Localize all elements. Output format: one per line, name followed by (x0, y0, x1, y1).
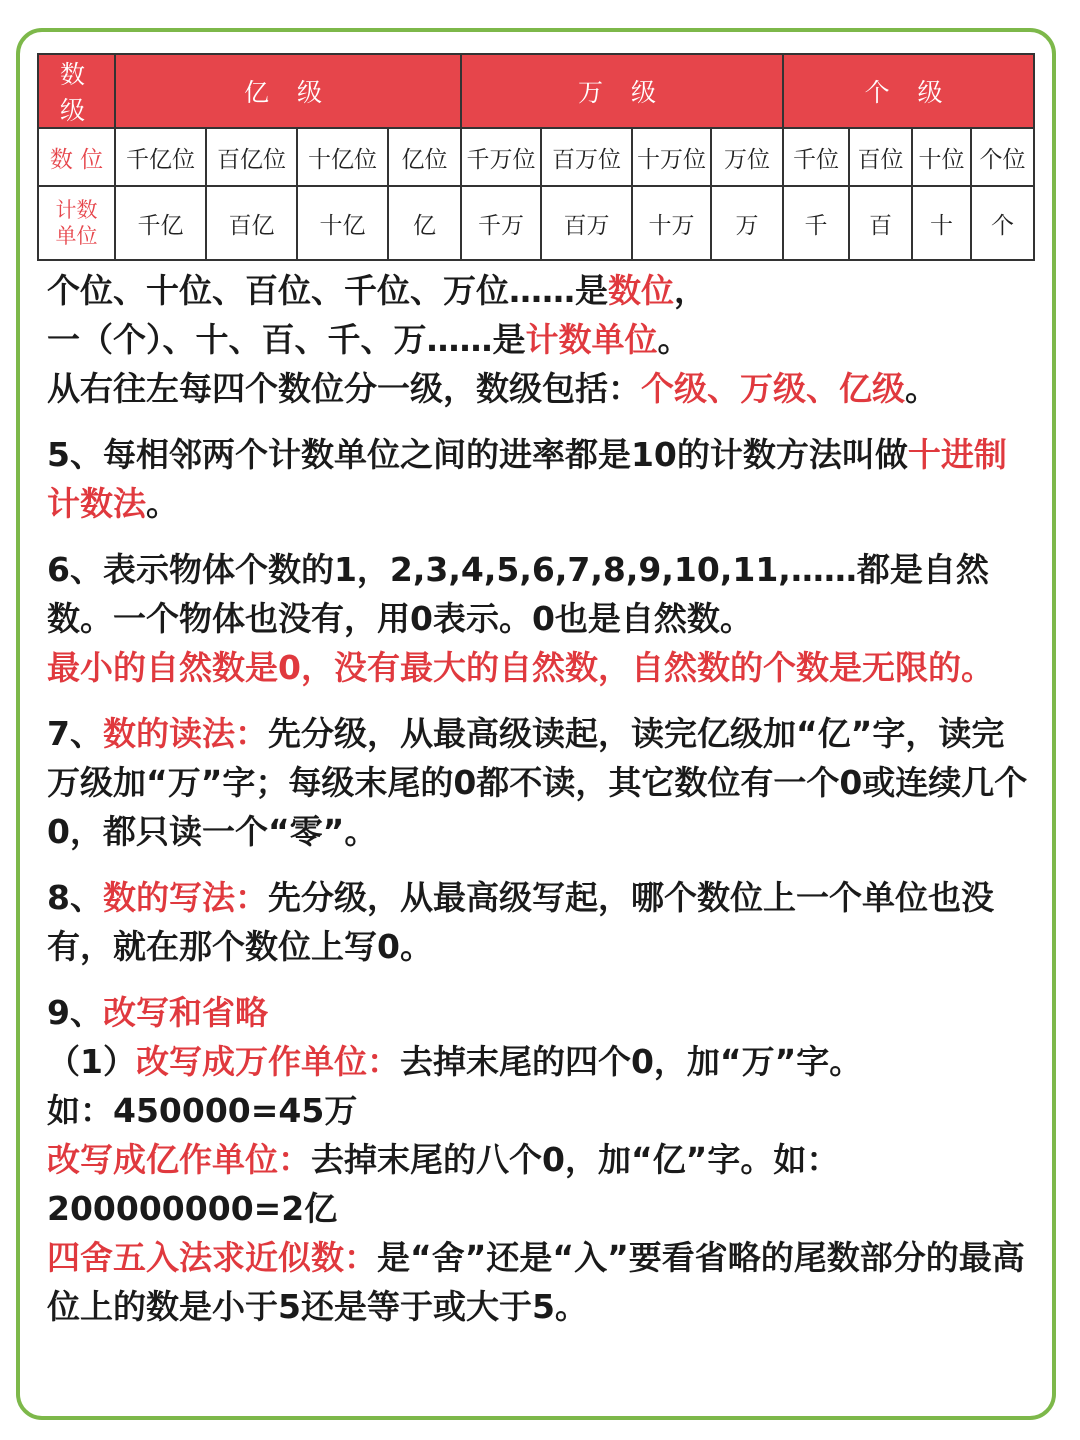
places-row (38, 128, 1034, 186)
text: 200000000=2亿 (47, 1189, 338, 1228)
text: ， (674, 271, 707, 310)
paragraph-8 (47, 873, 1032, 971)
unit-cell: 万 (711, 186, 783, 260)
highlight: 个级、万级、亿级 (641, 369, 905, 408)
units-label-line2: 单位 (55, 224, 98, 248)
highlight: 改写和省略 (102, 993, 268, 1032)
unit-cell: 亿 (388, 186, 461, 260)
paragraph-9 (47, 988, 1032, 1331)
highlight: 数的读法： (102, 714, 268, 753)
highlight: 四舍五入法求近似数： (47, 1238, 377, 1277)
level-wan: 万 级 (461, 54, 783, 128)
text: 9、 (47, 993, 103, 1032)
units-label-line1: 计数 (55, 198, 98, 222)
place-cell: 百位 (849, 128, 912, 186)
unit-cell: 百 (849, 186, 912, 260)
levels-row (38, 54, 1034, 128)
highlight: 计数单位 (525, 320, 658, 359)
highlight: 数位 (608, 271, 674, 310)
text: 5、每相邻两个计数单位之间的进率都是10的计数方法叫做 (47, 435, 908, 474)
place-cell: 千亿位 (115, 128, 206, 186)
units-label (38, 186, 115, 260)
notes-content (47, 266, 1032, 1348)
unit-cell: 十万 (632, 186, 711, 260)
text: 一（个）、十、百、千、万……是 (47, 320, 526, 359)
text: 6、表示物体个数的1，2,3,4,5,6,7,8,9,10,11,……都是自然数。一个物体也没有，用0表示。0也是自然数。 (47, 550, 989, 638)
paragraph-5 (47, 430, 1032, 528)
place-cell: 万位 (711, 128, 783, 186)
highlight: 数的写法： (102, 878, 268, 917)
place-cell: 亿位 (388, 128, 461, 186)
place-cell: 百万位 (541, 128, 632, 186)
paragraph-6 (47, 545, 1032, 692)
unit-cell: 百亿 (206, 186, 297, 260)
unit-cell: 千万 (461, 186, 541, 260)
unit-cell: 个 (971, 186, 1034, 260)
text: 。 (905, 369, 938, 408)
text: 如：450000=45万 (47, 1091, 358, 1130)
unit-cell: 十亿 (297, 186, 388, 260)
place-value-table (37, 53, 1035, 261)
place-cell: 十万位 (632, 128, 711, 186)
place-cell: 百亿位 (206, 128, 297, 186)
unit-cell: 百万 (541, 186, 632, 260)
text: 去掉末尾的四个0，加“万”字。 (399, 1042, 863, 1081)
place-cell: 十位 (912, 128, 971, 186)
text: 。 (657, 320, 691, 359)
text: （1） (47, 1042, 136, 1081)
unit-cell: 千亿 (115, 186, 206, 260)
levels-label: 数 级 (38, 54, 115, 128)
unit-cell: 十 (912, 186, 971, 260)
text: 先分级，从最高级写起，哪个数位上一个单位也没有，就在那个数位上写0。 (47, 878, 994, 966)
text: 。 (146, 484, 179, 523)
place-cell: 千位 (783, 128, 849, 186)
highlight: 最小的自然数是0，没有最大的自然数，自然数的个数是无限的。 (47, 648, 994, 687)
text: 8、 (47, 878, 103, 917)
highlight: 十进制计数法 (47, 435, 1007, 523)
highlight: 改写成亿作单位： (47, 1140, 311, 1179)
paragraph-7 (47, 709, 1032, 856)
place-cell: 千万位 (461, 128, 541, 186)
level-yi: 亿 级 (115, 54, 461, 128)
unit-cell: 千 (783, 186, 849, 260)
places-label: 数 位 (38, 128, 115, 186)
level-ge: 个 级 (783, 54, 1034, 128)
text: 从右往左每四个数位分一级，数级包括： (47, 369, 641, 408)
text: 7、 (47, 714, 103, 753)
paragraph-place-and-units (47, 266, 1032, 413)
place-cell: 十亿位 (297, 128, 388, 186)
text: 是“舍”还是“入”要看省略的尾数部分的最高位上的数是小于5还是等于或大于5。 (47, 1238, 1025, 1326)
text: 先分级，从最高级读起，读完亿级加“亿”字，读完万级加“万”字；每级末尾的0都不读，其它数位有一个0或连续几个0，都只读一个“零”。 (47, 714, 1028, 851)
highlight: 改写成万作单位： (135, 1042, 400, 1081)
text: 个位、十位、百位、千位、万位……是 (47, 271, 608, 310)
units-row (38, 186, 1034, 260)
place-cell: 个位 (971, 128, 1034, 186)
text: 去掉末尾的八个0，加“亿”字。如： (311, 1140, 840, 1179)
